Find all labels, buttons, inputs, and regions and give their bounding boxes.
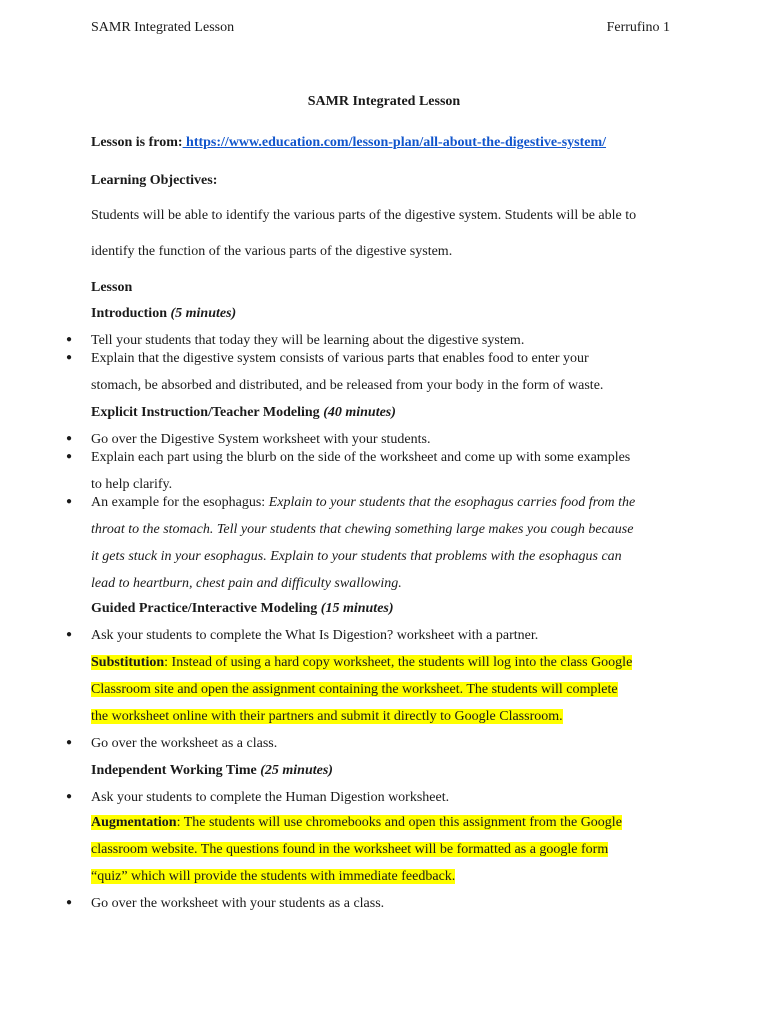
introduction-time: (5 minutes) bbox=[170, 306, 237, 321]
augmentation-text: : The students will use chromebooks and open this assignment from the Google bbox=[176, 815, 622, 830]
substitution-text: : Instead of using a hard copy worksheet, the students will log into the class Google bbox=[164, 655, 633, 670]
substitution-line-3 bbox=[91, 708, 563, 726]
esophagus-example-text: Explain to your students that the esophagus carries food from the bbox=[268, 495, 636, 510]
bullet-icon: ● bbox=[66, 737, 73, 748]
bullet-icon: ● bbox=[66, 629, 73, 640]
augmentation-line-2 bbox=[91, 841, 608, 859]
independent-working-time: (25 minutes) bbox=[260, 763, 333, 778]
substitution-line-1 bbox=[91, 654, 632, 672]
explicit-instruction-time: (40 minutes) bbox=[323, 405, 396, 420]
bullet-icon: ● bbox=[66, 897, 73, 908]
running-header-title: SAMR Integrated Lesson bbox=[91, 20, 235, 35]
esophagus-example-label: An example for the esophagus: bbox=[91, 495, 269, 510]
lesson-source-label: Lesson is from: bbox=[91, 135, 183, 150]
introduction-bullet-2-line-2: stomach, be absorbed and distributed, and be released from your body in the form of waste. bbox=[91, 378, 604, 393]
bullet-icon: ● bbox=[66, 496, 73, 507]
guided-practice-heading-label: Guided Practice/Interactive Modeling bbox=[91, 601, 318, 616]
substitution-text-3: the worksheet online with their partners and submit it directly to Google Classroom. bbox=[91, 709, 563, 724]
introduction-heading-label: Introduction bbox=[91, 306, 167, 321]
independent-working-heading-label: Independent Working Time bbox=[91, 763, 257, 778]
objectives-text-line-1: Students will be able to identify the various parts of the digestive system. Students will be able to bbox=[91, 208, 637, 223]
explicit-instruction-heading bbox=[91, 404, 396, 422]
objectives-text-line-2: identify the function of the various parts of the digestive system. bbox=[91, 244, 453, 259]
introduction-bullet-1: Tell your students that today they will be learning about the digestive system. bbox=[91, 333, 525, 348]
introduction-heading bbox=[91, 305, 236, 323]
explicit-bullet-1: Go over the Digestive System worksheet with your students. bbox=[91, 432, 431, 447]
explicit-bullet-2-line-1: Explain each part using the blurb on the side of the worksheet and come up with some examples bbox=[91, 450, 631, 465]
bullet-icon: ● bbox=[66, 433, 73, 444]
independent-working-heading bbox=[91, 762, 333, 780]
lesson-source-link[interactable]: https://www.education.com/lesson-plan/all-about-the-digestive-system/ bbox=[182, 135, 607, 150]
explicit-bullet-3-line-1 bbox=[91, 494, 635, 512]
substitution-text-2: Classroom site and open the assignment containing the worksheet. The students will complete bbox=[91, 682, 618, 697]
document-title: SAMR Integrated Lesson bbox=[307, 94, 461, 109]
augmentation-label: Augmentation bbox=[91, 815, 177, 830]
augmentation-text-3: “quiz” which will provide the students with immediate feedback. bbox=[91, 869, 456, 884]
bullet-icon: ● bbox=[66, 334, 73, 345]
bullet-icon: ● bbox=[66, 352, 73, 363]
explicit-bullet-3-line-3: it gets stuck in your esophagus. Explain to your students that problems with the esophagus can bbox=[91, 549, 622, 564]
explicit-bullet-2-line-2: to help clarify. bbox=[91, 477, 173, 492]
augmentation-text-2: classroom website. The questions found in the worksheet will be formatted as a google form bbox=[91, 842, 609, 857]
lesson-heading: Lesson bbox=[91, 280, 133, 295]
introduction-bullet-2-line-1: Explain that the digestive system consists of various parts that enables food to enter your bbox=[91, 351, 589, 366]
lesson-source-line bbox=[91, 134, 606, 152]
explicit-bullet-3-line-2: throat to the stomach. Tell your students that chewing something large makes you cough because bbox=[91, 522, 634, 537]
augmentation-line-1 bbox=[91, 814, 622, 832]
guided-practice-heading bbox=[91, 600, 394, 618]
guided-bullet-2: Go over the worksheet as a class. bbox=[91, 736, 278, 751]
augmentation-line-3 bbox=[91, 868, 455, 886]
independent-bullet-2: Go over the worksheet with your students as a class. bbox=[91, 896, 385, 911]
explicit-bullet-3-line-4: lead to heartburn, chest pain and difficulty swallowing. bbox=[91, 576, 402, 591]
bullet-icon: ● bbox=[66, 791, 73, 802]
guided-bullet-1: Ask your students to complete the What Is Digestion? worksheet with a partner. bbox=[91, 628, 539, 643]
substitution-label: Substitution bbox=[91, 655, 165, 670]
objectives-heading: Learning Objectives: bbox=[91, 173, 218, 188]
substitution-line-2 bbox=[91, 681, 618, 699]
running-header-page-number: Ferrufino 1 bbox=[606, 20, 670, 35]
independent-bullet-1: Ask your students to complete the Human Digestion worksheet. bbox=[91, 790, 450, 805]
explicit-instruction-heading-label: Explicit Instruction/Teacher Modeling bbox=[91, 405, 320, 420]
guided-practice-time: (15 minutes) bbox=[320, 601, 394, 616]
bullet-icon: ● bbox=[66, 451, 73, 462]
